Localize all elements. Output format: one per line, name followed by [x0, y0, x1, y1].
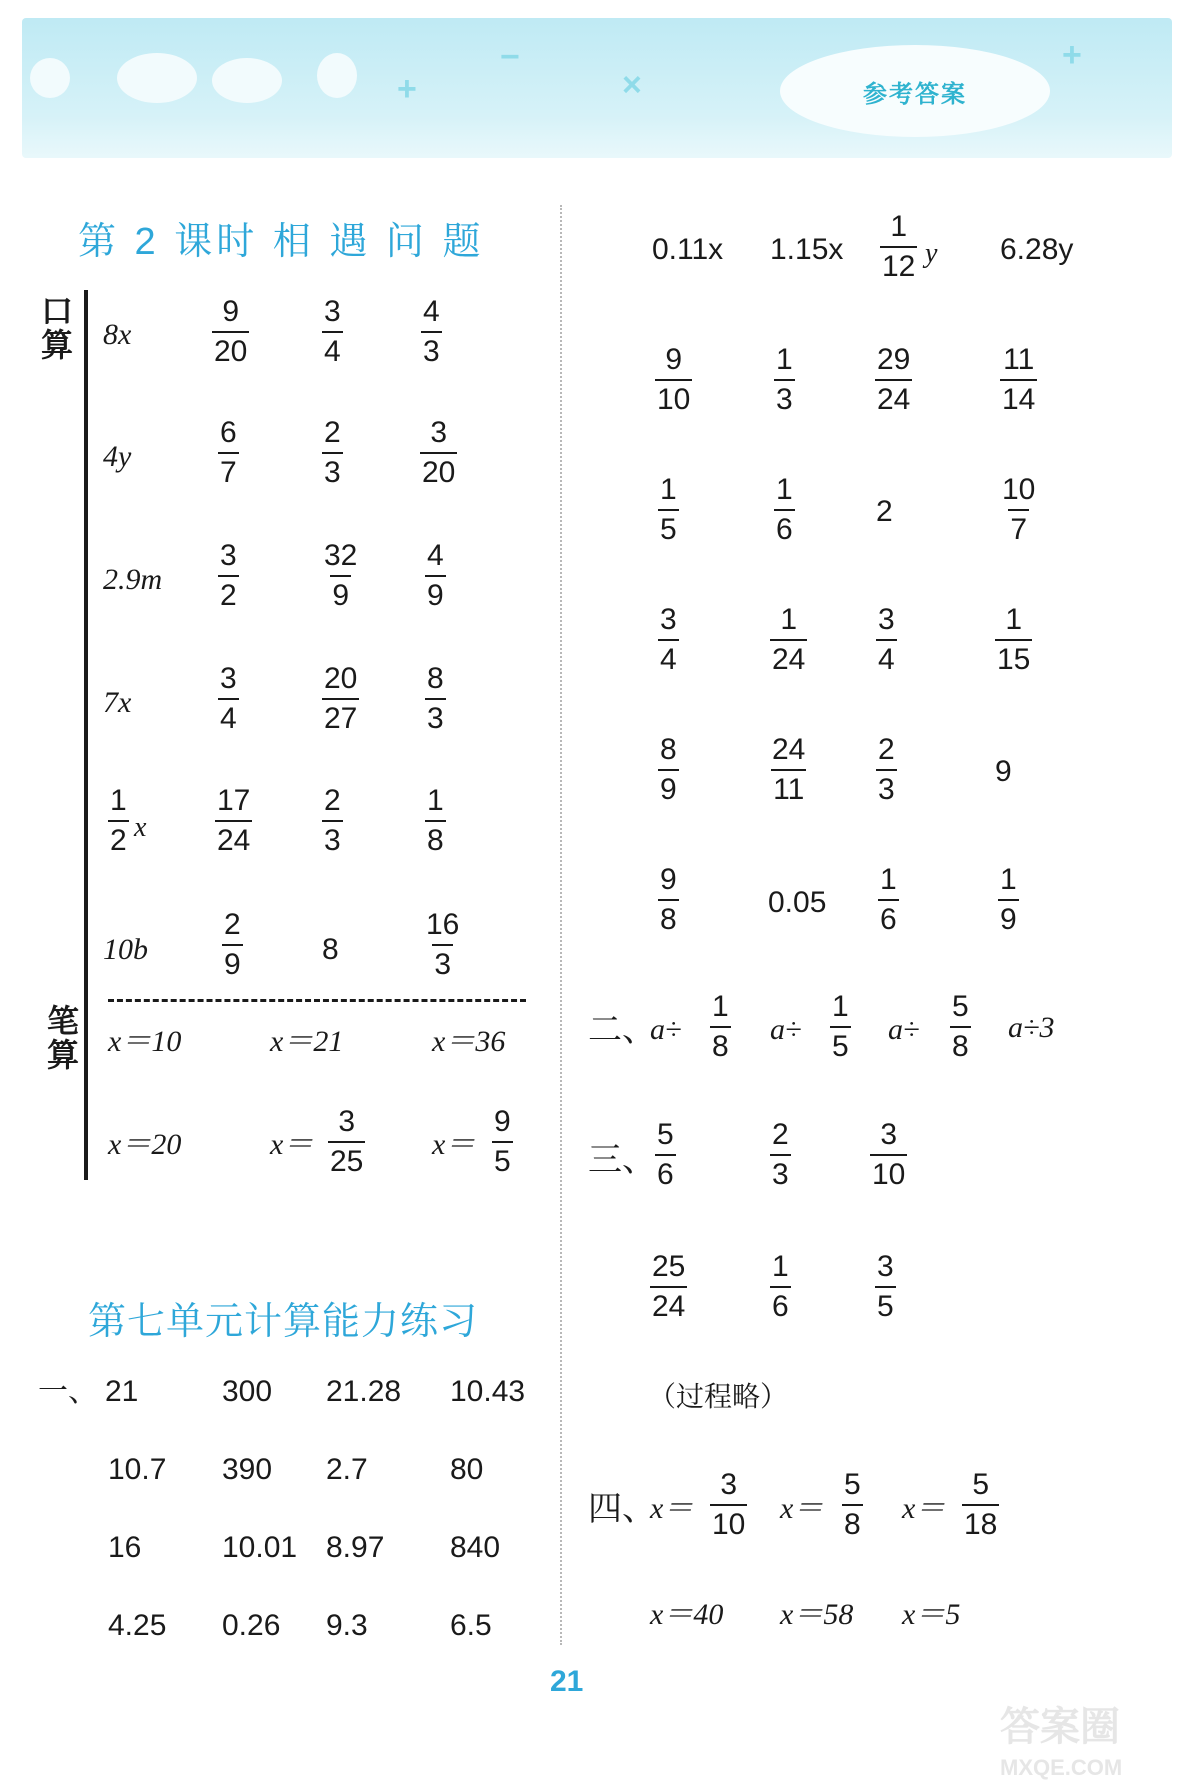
numerator: 29 — [877, 343, 911, 376]
denominator: 18 — [962, 1504, 999, 1540]
numerator: 11 — [1003, 343, 1035, 376]
denominator: 3 — [425, 698, 446, 734]
denominator: 3 — [770, 1154, 791, 1190]
fraction — [658, 475, 679, 545]
question-label: 一、 — [38, 1375, 98, 1408]
fraction — [655, 345, 692, 415]
answer: 8x — [103, 318, 132, 351]
denominator: 3 — [774, 379, 795, 415]
fraction — [222, 910, 243, 980]
numerator: 3 — [430, 416, 448, 449]
numerator: 3 — [660, 603, 677, 636]
fraction — [425, 541, 446, 611]
numerator: 16 — [426, 908, 460, 941]
denominator: 2 — [218, 575, 239, 611]
denominator: 8 — [842, 1504, 863, 1540]
answer: 9 — [995, 755, 1012, 788]
process-note: （过程略） — [648, 1381, 789, 1412]
denominator: 24 — [215, 820, 252, 856]
numerator: 2 — [224, 908, 241, 941]
numerator: 5 — [844, 1468, 861, 1501]
denominator: 6 — [655, 1154, 676, 1190]
numerator: 1 — [776, 343, 793, 376]
fraction — [770, 1120, 791, 1190]
cloud-decoration — [212, 58, 282, 103]
denominator: 8 — [658, 899, 679, 935]
denominator: 3 — [421, 331, 442, 367]
denominator: 2 — [108, 820, 129, 856]
numerator: 1 — [880, 863, 897, 896]
numerator: 10 — [1002, 473, 1036, 506]
numerator: 32 — [324, 539, 358, 572]
denominator: 5 — [875, 1286, 896, 1322]
answer: 6.5 — [450, 1609, 492, 1642]
fraction — [425, 664, 446, 734]
denominator: 3 — [876, 769, 897, 805]
answer: 2.9m — [103, 563, 163, 596]
denominator: 27 — [322, 698, 359, 734]
fraction — [876, 605, 897, 675]
denominator: 9 — [222, 944, 243, 980]
cloud-decoration — [30, 58, 70, 98]
fraction — [492, 1107, 513, 1177]
variable: y — [925, 238, 938, 269]
denominator: 5 — [492, 1141, 513, 1177]
numerator: 3 — [877, 1250, 894, 1283]
equation-answer: x＝58 — [780, 1598, 854, 1631]
equation-answer: x＝5 — [902, 1598, 961, 1631]
equation-answer: x＝20 — [108, 1128, 182, 1161]
column-divider — [560, 205, 562, 1645]
question-label: 三、 — [588, 1141, 656, 1179]
denominator: 9 — [658, 769, 679, 805]
question-label: 二、 — [588, 1011, 656, 1049]
fraction — [658, 865, 679, 935]
denominator: 20 — [420, 452, 457, 488]
fraction — [1000, 475, 1037, 545]
numerator: 1 — [780, 603, 798, 636]
question-label: 四、 — [588, 1490, 656, 1528]
answer: 9.3 — [326, 1609, 368, 1642]
expression: a÷ — [650, 1013, 682, 1046]
equation-answer: x＝40 — [650, 1598, 724, 1631]
fraction — [770, 605, 807, 675]
numerator: 3 — [220, 662, 237, 695]
equation-answer: x＝21 — [270, 1025, 344, 1058]
numerator: 3 — [880, 1118, 898, 1151]
denominator: 24 — [875, 379, 912, 415]
denominator: 3 — [322, 820, 343, 856]
answer — [652, 235, 723, 265]
fraction — [655, 1120, 676, 1190]
denominator: 4 — [876, 639, 897, 675]
numerator: 1 — [1000, 863, 1017, 896]
numerator: 1 — [776, 473, 793, 506]
denominator: 8 — [425, 820, 446, 856]
numerator: 9 — [665, 343, 683, 376]
numerator: 6 — [220, 416, 237, 449]
fraction — [212, 297, 249, 367]
answer: 10.43 — [450, 1375, 526, 1408]
cloud-decoration — [317, 53, 357, 98]
answer: 8 — [322, 933, 339, 966]
fraction — [322, 786, 343, 856]
answer: 1.15x — [770, 233, 844, 266]
fraction — [322, 664, 359, 734]
times-icon: × — [622, 66, 642, 104]
fraction — [322, 297, 343, 367]
numerator: 1 — [772, 1250, 789, 1283]
answer: 4.25 — [108, 1609, 167, 1642]
denominator: 6 — [878, 899, 899, 935]
answer: 80 — [450, 1453, 484, 1486]
equation-lhs: x＝ — [270, 1128, 314, 1161]
denominator: 9 — [330, 575, 351, 611]
expression: a÷3 — [1008, 1011, 1055, 1044]
answer: 0.05 — [768, 886, 827, 919]
answer: 16 — [108, 1531, 142, 1564]
fraction — [774, 345, 795, 415]
numerator: 1 — [110, 784, 127, 817]
section1-title: 第 2 课时 相 遇 问 题 — [78, 221, 485, 263]
denominator: 9 — [998, 899, 1019, 935]
fraction — [710, 1470, 747, 1540]
equation-answer: x＝36 — [432, 1025, 506, 1058]
denominator: 15 — [995, 639, 1032, 675]
answer-text: 0.11x — [652, 233, 724, 266]
left-vertical-rule — [84, 290, 88, 1180]
watermark-url: MXQE.COM — [1000, 1755, 1123, 1780]
denominator: 4 — [322, 331, 343, 367]
fraction — [770, 735, 807, 805]
plus-icon: + — [1062, 36, 1082, 74]
expression: a÷ — [770, 1013, 802, 1046]
fraction — [950, 992, 971, 1062]
answer: 10.01 — [222, 1531, 298, 1564]
fraction — [658, 735, 679, 805]
denominator: 7 — [1008, 509, 1029, 545]
fraction — [218, 418, 239, 488]
denominator: 24 — [650, 1286, 687, 1322]
equation-lhs: x＝ — [902, 1492, 946, 1525]
numerator: 1 — [712, 990, 729, 1023]
denominator: 7 — [218, 452, 239, 488]
numerator: 8 — [427, 662, 444, 695]
numerator: 2 — [772, 1118, 789, 1151]
numerator: 3 — [338, 1105, 356, 1138]
answer: 840 — [450, 1531, 501, 1564]
answer: 21.28 — [326, 1375, 402, 1408]
answer: 2.7 — [326, 1453, 368, 1486]
fraction — [420, 418, 457, 488]
numerator: 9 — [222, 295, 240, 328]
fraction — [710, 992, 731, 1062]
numerator: 3 — [220, 539, 237, 572]
numerator: 2 — [324, 784, 341, 817]
denominator: 6 — [770, 1286, 791, 1322]
fraction — [658, 605, 679, 675]
numerator: 5 — [972, 1468, 990, 1501]
answer: 6.28y — [1000, 233, 1074, 266]
fraction — [1000, 345, 1037, 415]
denominator: 8 — [950, 1026, 971, 1062]
denominator: 9 — [425, 575, 446, 611]
watermark-logo: 答案圈 — [1000, 1705, 1120, 1749]
denominator: 3 — [322, 452, 343, 488]
numerator: 4 — [427, 539, 444, 572]
numerator: 24 — [772, 733, 806, 766]
equation-answer: x＝10 — [108, 1025, 182, 1058]
fraction — [880, 212, 917, 282]
fraction — [328, 1107, 365, 1177]
numerator: 3 — [720, 1468, 738, 1501]
fraction — [425, 786, 446, 856]
equation-lhs: x＝ — [432, 1128, 476, 1161]
denominator: 12 — [880, 246, 917, 282]
denominator: 24 — [770, 639, 807, 675]
denominator: 10 — [655, 379, 692, 415]
fraction — [322, 541, 359, 611]
fraction — [842, 1470, 863, 1540]
equation-lhs: x＝ — [650, 1492, 694, 1525]
bisuan-label: 笔算 — [46, 1003, 79, 1073]
plus-icon: + — [397, 70, 417, 108]
denominator: 10 — [710, 1504, 747, 1540]
numerator: 5 — [657, 1118, 674, 1151]
denominator: 4 — [658, 639, 679, 675]
numerator: 1 — [890, 210, 908, 243]
answer-badge — [780, 45, 1050, 137]
answer: 21 — [105, 1375, 139, 1408]
denominator: 20 — [212, 331, 249, 367]
fraction — [870, 1120, 907, 1190]
fraction — [215, 786, 252, 856]
answer: 0.26 — [222, 1609, 281, 1642]
fraction — [876, 735, 897, 805]
answer: 10.7 — [108, 1453, 167, 1486]
denominator: 3 — [432, 944, 453, 980]
fraction — [218, 541, 239, 611]
denominator: 8 — [710, 1026, 731, 1062]
fraction — [218, 664, 239, 734]
answer: 8.97 — [326, 1531, 385, 1564]
numerator: 1 — [660, 473, 677, 506]
numerator: 9 — [494, 1105, 511, 1138]
numerator: 1 — [1005, 603, 1023, 636]
kousuan-label: 口算 — [40, 293, 73, 363]
answer-badge-label: 参考答案 — [863, 80, 967, 108]
numerator: 1 — [832, 990, 849, 1023]
denominator: 5 — [830, 1026, 851, 1062]
fraction — [830, 992, 851, 1062]
numerator: 4 — [423, 295, 440, 328]
denominator: 25 — [328, 1141, 365, 1177]
cloud-decoration — [117, 53, 197, 103]
expression: a÷ — [888, 1013, 920, 1046]
fraction — [108, 786, 129, 856]
answer: 390 — [222, 1453, 273, 1486]
numerator: 1 — [427, 784, 444, 817]
fraction — [875, 345, 912, 415]
numerator: 17 — [217, 784, 251, 817]
fraction — [650, 1252, 687, 1322]
numerator: 3 — [878, 603, 895, 636]
section2-title: 第七单元计算能力练习 — [88, 1301, 479, 1343]
denominator: 14 — [1000, 379, 1037, 415]
answer: 4y — [103, 440, 132, 473]
answer: 300 — [222, 1375, 273, 1408]
numerator: 9 — [660, 863, 677, 896]
answer: 10b — [103, 933, 148, 966]
numerator: 2 — [324, 416, 341, 449]
fraction — [421, 297, 442, 367]
section-divider — [108, 999, 526, 1002]
numerator: 8 — [660, 733, 677, 766]
equation-lhs: x＝ — [780, 1492, 824, 1525]
numerator: 3 — [324, 295, 341, 328]
fraction — [998, 865, 1019, 935]
page-number: 21 — [550, 1665, 584, 1698]
answer: 7x — [103, 686, 132, 719]
fraction — [962, 1470, 999, 1540]
answer: 2 — [876, 495, 893, 528]
numerator: 2 — [878, 733, 895, 766]
fraction — [774, 475, 795, 545]
denominator: 5 — [658, 509, 679, 545]
denominator: 4 — [218, 698, 239, 734]
fraction — [875, 1252, 896, 1322]
numerator: 5 — [952, 990, 969, 1023]
denominator: 6 — [774, 509, 795, 545]
fraction — [878, 865, 899, 935]
numerator: 20 — [324, 662, 358, 695]
denominator: 10 — [870, 1154, 907, 1190]
minus-icon: − — [500, 38, 520, 76]
fraction — [322, 418, 343, 488]
fraction — [424, 910, 461, 980]
fraction — [770, 1252, 791, 1322]
numerator: 25 — [652, 1250, 686, 1283]
variable: x — [134, 812, 147, 843]
fraction — [995, 605, 1032, 675]
denominator: 11 — [771, 769, 806, 805]
